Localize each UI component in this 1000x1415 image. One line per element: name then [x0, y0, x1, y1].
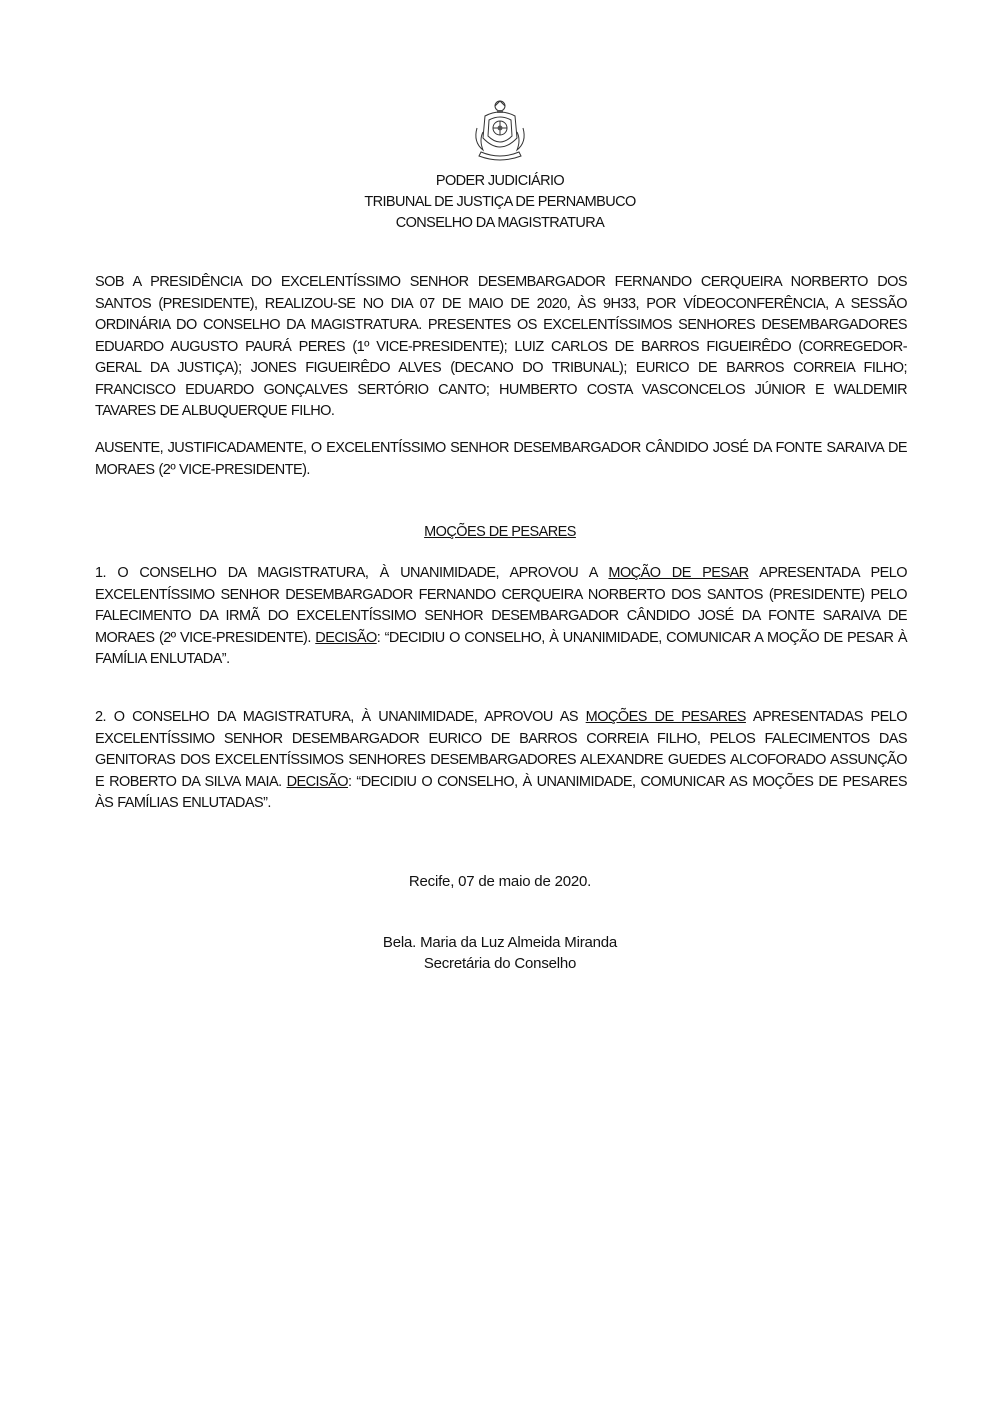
signatory-role: Secretária do Conselho: [423, 955, 577, 972]
section-title: MOÇÕES DE PESARES: [424, 524, 576, 540]
item-1-paragraph: [95, 563, 907, 671]
coat-of-arms-emblem: [471, 98, 529, 164]
header-line-1: PODER JUDICIÁRIO: [435, 173, 565, 189]
item-1-decision-text: : “DECIDIU O CONSELHO, À UNANIMIDADE, COMUNICAR A MOÇÃO DE PESAR À FAMÍLIA ENLUTADA”.: [95, 629, 907, 667]
item-2-motion-label: MOÇÕES DE PESARES: [585, 709, 746, 725]
signature-block: [0, 932, 1000, 974]
item-2-decision-text: : “DECIDIU O CONSELHO, À UNANIMIDADE, COMUNICAR AS MOÇÕES DE PESARES ÀS FAMÍLIAS ENLUTADAS”.: [95, 773, 907, 811]
item-1-lead: 1. O CONSELHO DA MAGISTRATURA, À UNANIMIDADE, APROVOU A: [95, 565, 609, 581]
intro-paragraph: SOB A PRESIDÊNCIA DO EXCELENTÍSSIMO SENHOR DESEMBARGADOR FERNANDO CERQUEIRA NORBERTO DOS SANTOS (PRESIDENTE), REALIZOU-SE NO DIA 07 DE MAIO DE 2020, ÀS 9H33, POR VÍDEOCONFERÊNCIA, A SESSÃO ORDINÁRIA DO CONSELHO DA MAGISTRATURA. PRESENTES OS EXCELENTÍSSIMOS SENHORES DESEMBARGADORES EDUARDO AUGUSTO PAURÁ PERES (1º VICE-PRESIDENTE); LUIZ CARLOS DE BARROS FIGUEIRÊDO (CORREGEDOR-GERAL DA JUSTIÇA); JONES FIGUEIRÊDO ALVES (DECANO DO TRIBUNAL); EURICO DE BARROS CORREIA FILHO; FRANCISCO EDUARDO GONÇALVES SERTÓRIO CANTO; HUMBERTO COSTA VASCONCELOS JÚNIOR E WALDEMIR TAVARES DE ALBUQUERQUE FILHO.: [95, 274, 907, 419]
item-1-motion-label: MOÇÃO DE PESAR: [608, 565, 749, 581]
place-date-text: Recife, 07 de maio de 2020.: [408, 873, 592, 890]
signatory-name: Bela. Maria da Luz Almeida Miranda: [382, 934, 618, 951]
institution-header: [0, 171, 1000, 234]
item-2-paragraph: [95, 707, 907, 815]
item-2-decision-label: DECISÃO: [286, 773, 348, 790]
item-1-body: APRESENTADA PELO EXCELENTÍSSIMO SENHOR DESEMBARGADOR FERNANDO CERQUEIRA NORBERTO DOS SANTOS (PRESIDENTE) PELO FALECIMENTO DA IRMÃ DO EXCELENTÍSSIMO SENHOR DESEMBARGADOR CÂNDIDO JOSÉ DA FONTE SARAIVA DE MORAES (2º VICE-PRESIDENTE).: [95, 565, 907, 646]
place-date: [0, 871, 1000, 892]
absent-paragraph: AUSENTE, JUSTIFICADAMENTE, O EXCELENTÍSSIMO SENHOR DESEMBARGADOR CÂNDIDO JOSÉ DA FONTE SARAIVA DE MORAES (2º VICE-PRESIDENTE).: [95, 440, 907, 478]
item-2-lead: 2. O CONSELHO DA MAGISTRATURA, À UNANIMIDADE, APROVOU AS: [95, 709, 586, 725]
item-2-body: APRESENTADAS PELO EXCELENTÍSSIMO SENHOR DESEMBARGADOR EURICO DE BARROS CORREIA FILHO, PELOS FALECIMENTOS DAS GENITORAS DOS EXCELENTÍSSIMOS SENHORES DESEMBARGADORES ALEXANDRE GUEDES ALCOFORADO ASSUNÇÃO E ROBERTO DA SILVA MAIA.: [95, 709, 908, 790]
item-1-decision-label: DECISÃO: [315, 629, 377, 646]
header-line-2: TRIBUNAL DE JUSTIÇA DE PERNAMBUCO: [364, 194, 636, 210]
header-line-3: CONSELHO DA MAGISTRATURA: [395, 215, 605, 231]
